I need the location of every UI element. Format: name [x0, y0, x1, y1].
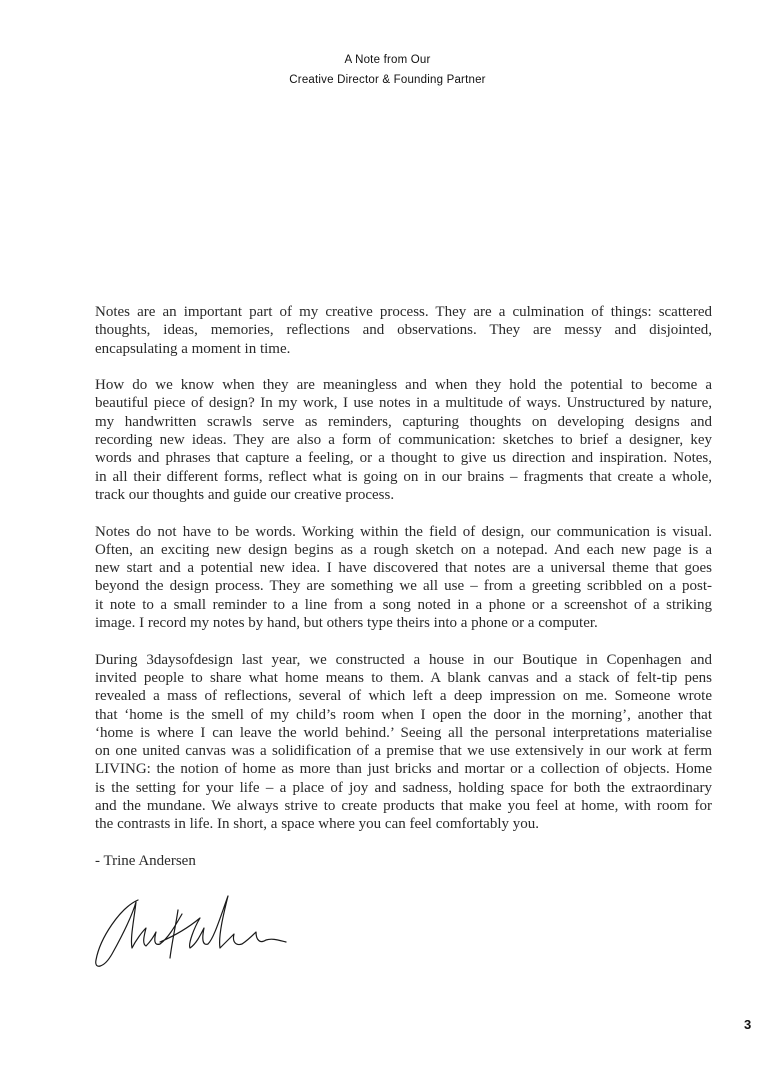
paragraph-line: beautiful piece of design? In my work, I use notes in a multitude of ways. Unstructured by nature,: [95, 395, 712, 412]
paragraph-line: invited people to share what home means to them. A blank canvas and a stack of felt-tip pens: [95, 669, 712, 686]
paragraph-line: it note to a small reminder to a line from a song noted in a phone or a screenshot of a striking: [95, 596, 712, 613]
letter-body: [95, 303, 712, 852]
page-header: [0, 50, 775, 90]
paragraph-line: new start and a potential new idea. I have discovered that notes are a universal theme that goes: [95, 560, 712, 577]
paragraph-line: Often, an exciting new design begins as a rough sketch on a notepad. And each new page is a: [95, 541, 712, 558]
paragraph-line: thoughts, ideas, memories, reflections and observations. They are messy and disjointed,: [95, 322, 712, 339]
paragraph-line: recording new ideas. They are also a form of communication: sketches to brief a designer, key: [95, 432, 712, 449]
paragraph-line: and the mundane. We always strive to create products that make you feel at home, with room for: [95, 798, 712, 815]
paragraph-line: track our thoughts and guide our creative process.: [95, 486, 395, 503]
header-line-2: Creative Director & Founding Partner: [289, 74, 486, 86]
paragraph-line: the contrasts in life. In short, a space where you can feel comfortably you.: [95, 816, 540, 833]
paragraph-line: on one united canvas was a solidification of a premise that we use extensively in our work at ferm: [95, 743, 712, 760]
paragraph-line: During 3daysofdesign last year, we constructed a house in our Boutique in Copenhagen and: [95, 651, 712, 668]
paragraph-line: in all their different forms, reflect what is going on in our brains – fragments that create a whole,: [95, 468, 712, 485]
handwritten-signature: [90, 888, 290, 973]
paragraph: [95, 303, 712, 358]
paragraph-line: Notes do not have to be words. Working within the field of design, our communication is visual.: [95, 523, 712, 540]
paragraph-line: beyond the design process. They are something we all use – from a greeting scribbled on a post-: [95, 578, 712, 595]
paragraph-line: encapsulating a moment in time.: [95, 340, 291, 357]
paragraph-line: that ‘home is the smell of my child’s room when I open the door in the morning’, another that: [95, 706, 712, 723]
paragraph: [95, 651, 712, 834]
paragraph-line: revealed a mass of reflections, several of which left a deep impression on me. Someone wrote: [95, 688, 712, 705]
paragraph-line: image. I record my notes by hand, but others type theirs into a phone or a computer.: [95, 615, 598, 632]
paragraph-line: my handwritten scrawls serve as reminders, capturing thoughts on developing designs and: [95, 413, 712, 430]
paragraph-line: words and phrases that capture a feeling, or a thought to give us direction and inspiration. Notes,: [95, 450, 712, 467]
paragraph-line: Notes are an important part of my creative process. They are a culmination of things: scattered: [95, 304, 712, 320]
paragraph: [95, 376, 712, 504]
page-number: 3: [744, 1017, 752, 1032]
paragraph-line: is the setting for your life – a place of joy and sadness, holding space for both the extraordinary: [95, 779, 712, 796]
paragraph: [95, 523, 712, 633]
paragraph-line: ‘home is where I can leave the world behind.’ Seeing all the personal interpretations materialise: [95, 724, 712, 741]
signoff-name: - Trine Andersen: [95, 853, 196, 869]
paragraph-line: LIVING: the notion of home as more than just bricks and mortar or a collection of objects. Home: [95, 761, 712, 778]
paragraph-line: How do we know when they are meaningless and when they hold the potential to become a: [95, 377, 712, 394]
header-line-1: A Note from Our: [344, 54, 431, 66]
